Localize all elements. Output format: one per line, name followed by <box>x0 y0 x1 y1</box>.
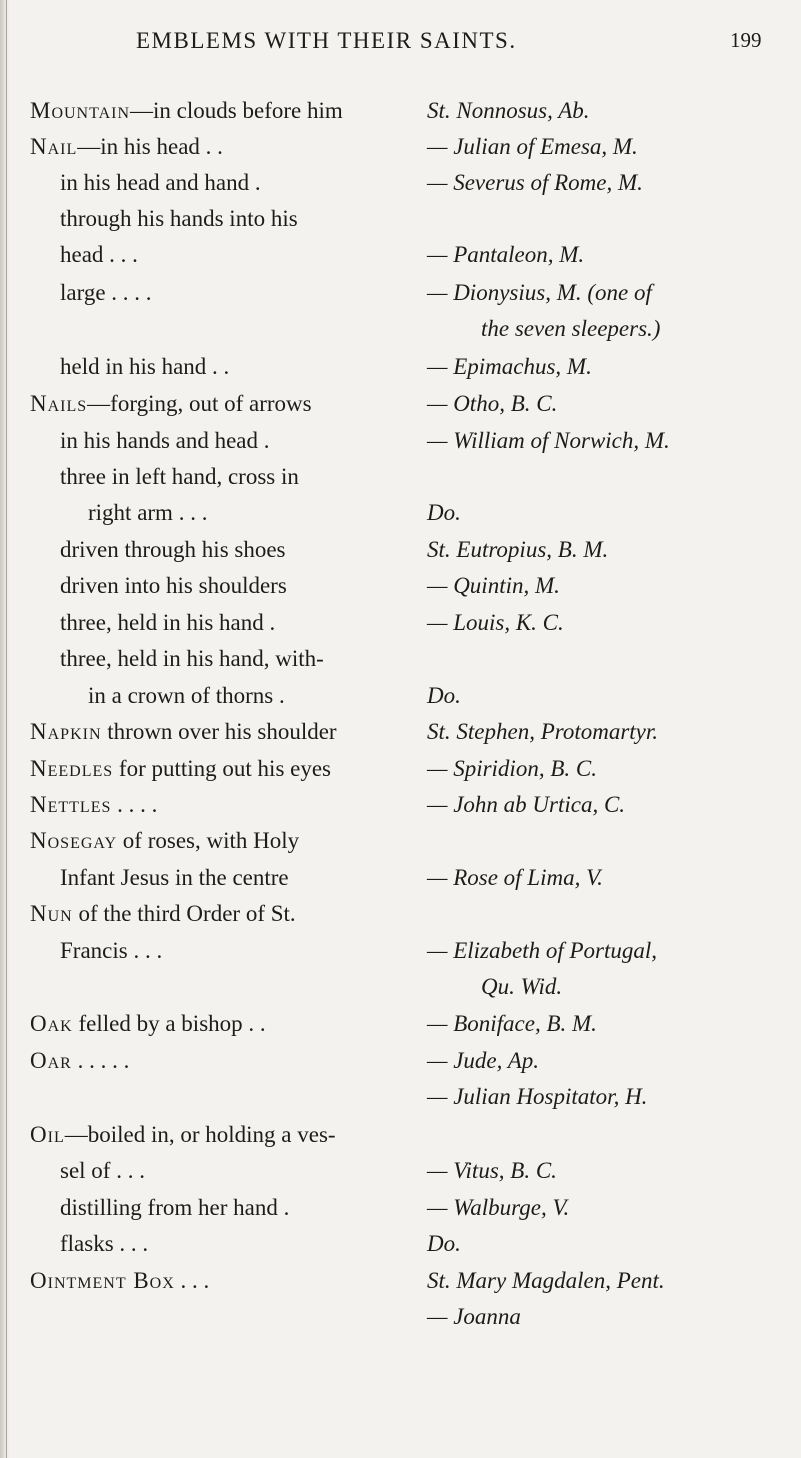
saint-name-continuation: Qu. Wid. <box>481 974 563 999</box>
emblem-headword: Oil <box>30 1122 65 1147</box>
entry-line <box>0 500 801 536</box>
entry-line <box>0 1048 801 1084</box>
entry-line <box>0 242 801 278</box>
emblem-headword: Nails <box>30 391 88 416</box>
saint-name: — Louis, K. C. <box>427 610 564 635</box>
saint-name: — Quintin, M. <box>427 573 560 598</box>
emblem-headword: Nosegay <box>30 828 118 853</box>
entry-line <box>0 756 801 792</box>
emblem-text: driven into his shoulders <box>60 573 287 598</box>
entry-line <box>0 792 801 828</box>
saint-name: Do. <box>427 500 461 525</box>
entry-line <box>0 391 801 427</box>
emblem-text: . . . . . <box>71 1048 130 1073</box>
saint-name: — Elizabeth of Portugal, <box>427 938 657 963</box>
entry-line <box>0 901 801 937</box>
entry-line <box>0 206 801 242</box>
saint-name: — Severus of Rome, M. <box>427 170 643 195</box>
emblem-text: . . . <box>174 1268 210 1293</box>
saint-name: — Epimachus, M. <box>427 354 592 379</box>
entry-line <box>0 1304 801 1340</box>
emblem-text: three, held in his hand, with- <box>60 646 324 671</box>
emblem-text: driven through his shoes <box>60 537 286 562</box>
entry-line <box>0 938 801 974</box>
entry-line <box>0 280 801 316</box>
emblem-headword: Mountain <box>30 98 131 123</box>
entry-line <box>0 98 801 134</box>
emblem-text: . . . . <box>111 792 158 817</box>
saint-name: St. Stephen, Protomartyr. <box>427 719 659 744</box>
saint-name: — Pantaleon, M. <box>427 242 585 267</box>
emblem-headword: Needles <box>30 756 114 781</box>
emblem-text: —boiled in, or holding a ves- <box>64 1122 336 1147</box>
saint-name: — Julian of Emesa, M. <box>427 134 638 159</box>
entry-line <box>0 134 801 170</box>
entry-line <box>0 170 801 206</box>
emblem-text: in a crown of thorns . <box>88 683 285 708</box>
saint-name: — Rose of Lima, V. <box>427 865 603 890</box>
saint-name: St. Nonnosus, Ab. <box>427 98 590 123</box>
entry-line <box>0 464 801 500</box>
entry-line <box>0 1268 801 1304</box>
saint-name: — Otho, B. C. <box>427 391 558 416</box>
saint-name: — Vitus, B. C. <box>427 1158 557 1183</box>
emblem-text: held in his hand . . <box>60 354 230 379</box>
page-header <box>0 28 801 64</box>
saint-name: — Boniface, B. M. <box>427 1011 597 1036</box>
emblem-text: right arm . . . <box>88 500 208 525</box>
emblem-headword: Nun <box>30 901 73 926</box>
entry-line <box>0 537 801 573</box>
saint-name-continuation: the seven sleepers.) <box>481 316 661 341</box>
emblem-text: sel of . . . <box>60 1158 145 1183</box>
saint-name: St. Eutropius, B. M. <box>427 537 609 562</box>
emblem-text: Infant Jesus in the centre <box>60 865 289 890</box>
entry-line <box>0 1011 801 1047</box>
saint-name: — Spiridion, B. C. <box>427 756 597 781</box>
emblem-headword: Oar <box>30 1048 72 1073</box>
saint-name: — Walburge, V. <box>427 1195 570 1220</box>
saint-name: Do. <box>427 683 461 708</box>
emblem-text: for putting out his eyes <box>113 756 332 781</box>
entry-line <box>0 683 801 719</box>
entry-line <box>0 428 801 464</box>
saint-name: — Dionysius, M. (one of <box>427 280 652 305</box>
entry-line <box>0 828 801 864</box>
emblem-text: thrown over his shoulder <box>101 719 337 744</box>
emblem-text: large . . . . <box>60 280 152 305</box>
emblem-text: in his head and hand . <box>60 170 261 195</box>
emblem-text: three in left hand, cross in <box>60 464 299 489</box>
saint-name: — Jude, Ap. <box>427 1048 540 1073</box>
entry-line <box>0 719 801 755</box>
emblem-text: Francis . . . <box>60 938 163 963</box>
emblem-headword: Ointment Box <box>30 1268 175 1293</box>
emblem-text: felled by a bishop . . <box>72 1011 266 1036</box>
emblem-text: —in his head . . <box>77 134 223 159</box>
emblem-text: distilling from her hand . <box>60 1195 290 1220</box>
saint-name: Do. <box>427 1231 461 1256</box>
entry-line <box>0 1122 801 1158</box>
entry-line <box>0 1158 801 1194</box>
entry-line <box>0 1084 801 1120</box>
saint-name: — John ab Urtica, C. <box>427 792 626 817</box>
saint-name: — William of Norwich, M. <box>427 428 670 453</box>
entry-line <box>0 1231 801 1267</box>
emblem-text: in his hands and head . <box>60 428 270 453</box>
emblem-headword: Nettles <box>30 792 112 817</box>
running-head: EMBLEMS WITH THEIR SAINTS. <box>136 28 517 53</box>
emblem-text: through his hands into his <box>60 206 298 231</box>
emblem-text: of roses, with Holy <box>117 828 300 853</box>
entry-line <box>0 1195 801 1231</box>
emblem-text: of the third Order of St. <box>72 901 296 926</box>
entry-line <box>0 316 801 352</box>
emblem-text: flasks . . . <box>60 1231 149 1256</box>
emblem-text: —forging, out of arrows <box>87 391 312 416</box>
emblem-text: three, held in his hand . <box>60 610 276 635</box>
entry-line <box>0 646 801 682</box>
emblem-text: —in clouds before him <box>130 98 343 123</box>
entry-line <box>0 610 801 646</box>
entry-line <box>0 865 801 901</box>
entry-line <box>0 974 801 1010</box>
saint-name: — Joanna <box>427 1304 521 1329</box>
saint-name: St. Mary Magdalen, Pent. <box>427 1268 665 1293</box>
saint-name: — Julian Hospitator, H. <box>427 1084 648 1109</box>
entry-line <box>0 573 801 609</box>
emblem-headword: Nail <box>30 134 78 159</box>
emblem-headword: Oak <box>30 1011 73 1036</box>
page-number: 199 <box>730 28 762 52</box>
emblem-text: head . . . <box>60 242 138 267</box>
emblem-headword: Napkin <box>30 719 102 744</box>
entry-line <box>0 354 801 390</box>
